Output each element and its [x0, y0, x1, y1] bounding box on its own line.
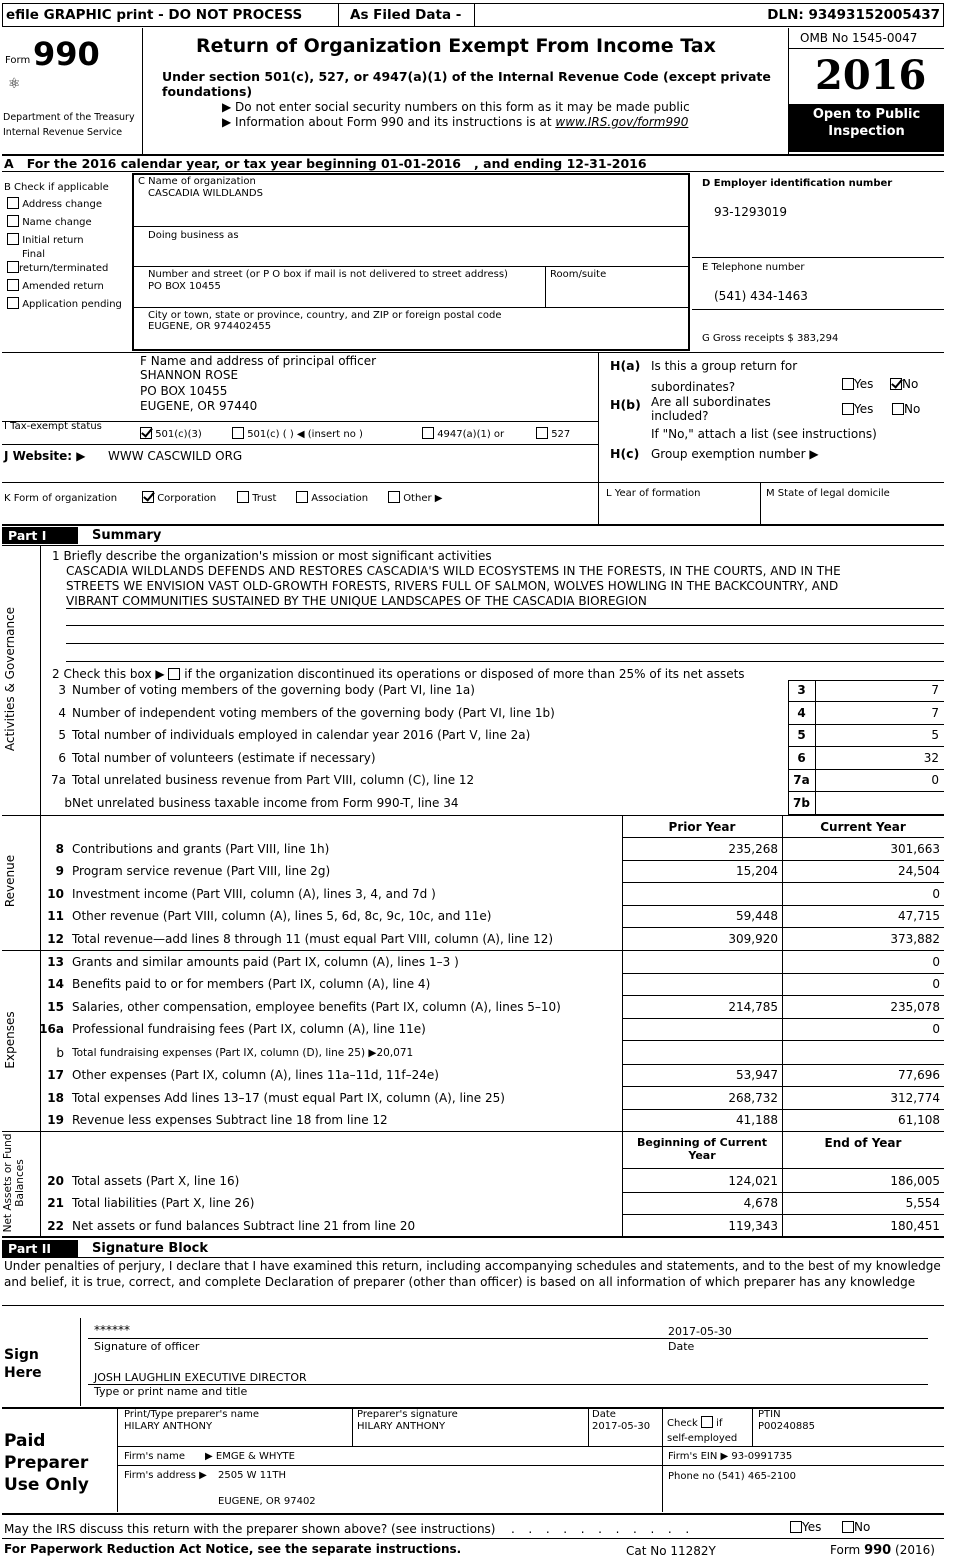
- open-public-badge: Open to Public Inspection: [789, 104, 944, 152]
- net-line-text: Total liabilities (Part X, line 26): [72, 1196, 255, 1210]
- expense-line-number: 15: [47, 1000, 64, 1014]
- checkbox-icon[interactable]: [296, 491, 308, 503]
- principal-officer-addr2: EUGENE, OR 97440: [140, 399, 258, 413]
- discuss-no[interactable]: No: [842, 1520, 870, 1534]
- row-rule: [622, 1109, 944, 1110]
- current-year-header: Current Year: [820, 820, 906, 834]
- checkmark-icon[interactable]: [142, 491, 154, 503]
- principal-officer-label: F Name and address of principal officer: [140, 354, 377, 368]
- gov-line-number: 3: [58, 683, 66, 697]
- signature-of-officer-label: Signature of officer: [94, 1340, 200, 1353]
- checkmark-icon[interactable]: [890, 378, 902, 390]
- net-line-current: 5,554: [905, 1196, 940, 1210]
- dln-number: DLN: 93493152005437: [767, 7, 940, 23]
- expense-line-prior: 214,785: [728, 1000, 778, 1014]
- expense-line-prior: 53,947: [736, 1068, 778, 1082]
- expense-line-number: 17: [47, 1068, 64, 1082]
- gov-line-text: Number of independent voting members of the governing body (Part VI, line 1b): [72, 706, 555, 720]
- revenue-line-current: 24,504: [898, 864, 940, 878]
- expense-line-number: 19: [47, 1113, 64, 1127]
- hc-text: Group exemption number ▶: [651, 447, 819, 461]
- expense-line-current: 0: [932, 1022, 940, 1036]
- checkbox-icon[interactable]: [7, 279, 19, 291]
- gov-line-value: 5: [931, 728, 939, 742]
- preparer-date: 2017-05-30: [592, 1421, 651, 1432]
- end-year-header: End of Year: [824, 1136, 902, 1150]
- expense-line-text: Grants and similar amounts paid (Part IX, column (A), lines 1–3 ): [72, 955, 459, 969]
- street-label: Number and street (or P O box if mail is not delivered to street address): [148, 269, 508, 280]
- revenue-line-current: 47,715: [898, 909, 940, 923]
- ein-value: 93-1293019: [714, 205, 788, 219]
- discuss-yes[interactable]: Yes: [790, 1520, 821, 1534]
- row-rule: [788, 701, 944, 702]
- row-rule: [622, 973, 944, 974]
- ein-label: D Employer identification number: [702, 178, 893, 189]
- row-rule: [788, 724, 944, 725]
- gov-line-number: b: [64, 796, 72, 810]
- revenue-line-prior: 309,920: [728, 932, 778, 946]
- row-rule: [622, 1040, 944, 1041]
- ssn-notice: ▶ Do not enter social security numbers on this form as it may be made public: [222, 100, 690, 114]
- checkmark-icon[interactable]: [140, 427, 152, 439]
- prior-year-header: Prior Year: [668, 820, 736, 834]
- irs-discuss-question: May the IRS discuss this return with the preparer shown above? (see instructions) . . . . . . . . . . .: [4, 1522, 692, 1536]
- org-name: CASCADIA WILDLANDS: [148, 188, 263, 199]
- preparer-name-label: Print/Type preparer's name: [124, 1409, 260, 1420]
- paperwork-notice: For Paperwork Reduction Act Notice, see the separate instructions.: [4, 1542, 462, 1556]
- line2: 2 Check this box ▶ if the organization discontinued its operations or disposed of more than 25% of its net assets: [52, 667, 745, 681]
- omb-number: OMB No 1545-0047: [800, 31, 918, 45]
- efile-label: efile GRAPHIC print - DO NOT PROCESS: [6, 7, 303, 23]
- row-rule: [622, 995, 944, 996]
- expense-line-current: 312,774: [890, 1091, 940, 1105]
- row-rule: [788, 791, 944, 792]
- revenue-line-text: Total revenue—add lines 8 through 11 (must equal Part VIII, column (A), line 12): [72, 932, 554, 946]
- revenue-line-prior: 15,204: [736, 864, 778, 878]
- revenue-line-current: 0: [932, 887, 940, 901]
- checkbox-icon[interactable]: [892, 403, 904, 415]
- line1-label: 1 Briefly describe the organization's mission or most significant activities: [52, 549, 492, 563]
- part1-title: Summary: [92, 528, 162, 543]
- expense-line-text: Salaries, other compensation, employee benefits (Part IX, column (A), lines 5–10): [72, 1000, 561, 1014]
- gov-line-number: 6: [58, 751, 66, 765]
- check-final-return[interactable]: return/terminated: [7, 261, 108, 274]
- net-line-prior: 119,343: [728, 1219, 778, 1233]
- principal-officer-addr1: PO BOX 10455: [140, 384, 228, 398]
- row-rule: [622, 1064, 944, 1065]
- side-label-governance: Activities & Governance: [3, 606, 17, 752]
- checkbox-icon[interactable]: [7, 233, 19, 245]
- expense-line-text: Total expenses Add lines 13–17 (must equal Part IX, column (A), line 25): [72, 1091, 505, 1105]
- revenue-line-prior: 235,268: [728, 842, 778, 856]
- net-line-prior: 124,021: [728, 1174, 778, 1188]
- expense-line-current: 235,078: [890, 1000, 940, 1014]
- part2-tag: Part II: [2, 1240, 78, 1257]
- catalog-number: Cat No 11282Y: [626, 1544, 716, 1558]
- net-line-prior: 4,678: [743, 1196, 778, 1210]
- city-label: City or town, state or province, country, and ZIP or foreign postal code: [148, 310, 502, 321]
- self-employed-label: self-employed: [667, 1433, 738, 1444]
- checkbox-icon[interactable]: [237, 491, 249, 503]
- gov-line-number: 5: [58, 728, 66, 742]
- expense-line-current: 61,108: [898, 1113, 940, 1127]
- hb-no[interactable]: No: [892, 402, 920, 416]
- net-line-current: 186,005: [890, 1174, 940, 1188]
- expense-line-number: 13: [47, 955, 64, 969]
- revenue-line-number: 9: [55, 864, 64, 878]
- preparer-signature-label: Preparer's signature: [357, 1409, 458, 1420]
- gov-line-text: Number of voting members of the governing body (Part VI, line 1a): [72, 683, 475, 697]
- ptin-label: PTIN: [758, 1409, 781, 1420]
- row-rule: [622, 1214, 944, 1215]
- hb-text2: included?: [651, 409, 709, 423]
- street-value: PO BOX 10455: [148, 281, 221, 292]
- hb-note: If "No," attach a list (see instructions): [651, 427, 877, 441]
- preparer-signature: HILARY ANTHONY: [357, 1421, 446, 1432]
- website-label: J Website: ▶: [4, 449, 86, 463]
- ha-text2: subordinates?: [651, 380, 736, 394]
- expense-line-text: Total fundraising expenses (Part IX, column (D), line 25) ▶20,071: [72, 1047, 414, 1059]
- irs-link[interactable]: www.IRS.gov/form990: [555, 115, 689, 129]
- phone-value: (541) 434-1463: [714, 289, 808, 303]
- checkbox-icon[interactable]: [7, 215, 19, 227]
- revenue-line-text: Contributions and grants (Part VIII, line 1h): [72, 842, 330, 856]
- side-label-expenses: Expenses: [3, 1011, 17, 1069]
- expense-line-number: b: [56, 1046, 64, 1060]
- ptin-value: P00240885: [758, 1421, 815, 1432]
- ha-code: H(a): [610, 358, 641, 373]
- revenue-line-number: 8: [55, 842, 64, 856]
- checkbox-icon[interactable]: [7, 297, 19, 309]
- check-name-change[interactable]: Name change: [7, 215, 92, 228]
- firm-name-label: Firm's name: [124, 1451, 185, 1462]
- gov-line-value: 0: [931, 773, 939, 787]
- gov-line-text: Net unrelated business taxable income from Form 990-T, line 34: [72, 796, 459, 810]
- org-corporation[interactable]: Corporation: [142, 491, 216, 504]
- checkbox-icon[interactable]: [232, 427, 244, 439]
- gov-line-value: 7: [931, 683, 939, 697]
- hc-code: H(c): [610, 446, 640, 461]
- gov-line-number: 7a: [51, 773, 66, 787]
- expense-line-number: 16a: [39, 1022, 64, 1036]
- gov-line-text: Total number of volunteers (estimate if necessary): [72, 751, 376, 765]
- row-rule: [622, 1086, 944, 1087]
- revenue-line-current: 373,882: [890, 932, 940, 946]
- revenue-line-prior: 59,448: [736, 909, 778, 923]
- row-rule: [622, 905, 944, 906]
- row-rule: [788, 746, 944, 747]
- perjury-statement: Under penalties of perjury, I declare that I have examined this return, including accompanying schedules and statements, and to the best of my knowledge and belief, it is true, correct, and complete Declaration of preparer (other than officer) is based on all information of which preparer has any knowledge: [4, 1259, 941, 1289]
- gov-line-code: 3: [797, 683, 806, 697]
- leader-dots: . . . . . . . . . . .: [499, 1522, 692, 1536]
- expense-line-text: Professional fundraising fees (Part IX, column (A), line 11e): [72, 1022, 426, 1036]
- checkbox-icon[interactable]: [388, 491, 400, 503]
- org-name-label: C Name of organization: [138, 176, 256, 187]
- room-label: Room/suite: [550, 269, 607, 280]
- hb-yes[interactable]: Yes: [842, 402, 873, 416]
- expense-line-current: 77,696: [898, 1068, 940, 1082]
- checkbox-icon[interactable]: [701, 1416, 713, 1428]
- preparer-name: HILARY ANTHONY: [124, 1421, 213, 1432]
- checkbox-icon[interactable]: [842, 1521, 854, 1533]
- gov-line-code: 5: [797, 728, 806, 742]
- preparer-date-label: Date: [592, 1409, 616, 1420]
- side-label-revenue: Revenue: [3, 854, 17, 908]
- mission-line2: STREETS WE ENVISION VAST OLD-GROWTH FORESTS, RIVERS FULL OF SALMON, WOLVES HOWLING IN THE BACKCOUNTRY, AND: [66, 579, 839, 593]
- expense-line-prior: 268,732: [728, 1091, 778, 1105]
- row-rule: [622, 1018, 944, 1019]
- org-trust[interactable]: Trust: [237, 491, 276, 504]
- checkbox-icon[interactable]: [842, 378, 854, 390]
- ha-text1: Is this a group return for: [651, 359, 798, 373]
- hb-text1: Are all subordinates: [651, 395, 771, 409]
- city-value: EUGENE, OR 974402455: [148, 321, 272, 332]
- principal-officer-name: SHANNON ROSE: [140, 368, 239, 382]
- department-label: Department of the Treasury Internal Revenue Service: [3, 112, 135, 138]
- part1-tag: Part I: [2, 527, 78, 544]
- ha-yes[interactable]: Yes: [842, 377, 873, 391]
- gov-line-text: Total number of individuals employed in calendar year 2016 (Part V, line 2a): [72, 728, 531, 742]
- gov-line-code: 7a: [793, 773, 810, 787]
- side-label-net-assets: Net Assets or Fund Balances: [2, 1133, 26, 1233]
- form-word: Form: [5, 55, 31, 66]
- dba-label: Doing business as: [148, 230, 239, 241]
- gov-line-number: 4: [58, 706, 66, 720]
- checkbox-icon[interactable]: [422, 427, 434, 439]
- row-rule: [622, 860, 944, 861]
- row-rule: [622, 882, 944, 883]
- org-association[interactable]: Association: [296, 491, 368, 504]
- status-501c[interactable]: 501(c) ( ) ◀ (insert no ): [232, 427, 363, 440]
- revenue-line-number: 10: [47, 887, 64, 901]
- status-4947[interactable]: 4947(a)(1) or: [422, 427, 504, 440]
- row-rule: [622, 1192, 944, 1193]
- status-501c3[interactable]: 501(c)(3): [140, 427, 202, 440]
- revenue-line-text: Other revenue (Part VIII, column (A), lines 5, 6d, 8c, 9c, 10c, and 11e): [72, 909, 492, 923]
- net-line-number: 21: [47, 1196, 64, 1210]
- officer-signature: ******: [94, 1323, 130, 1337]
- net-line-number: 20: [47, 1174, 64, 1188]
- gov-line-code: 6: [797, 751, 806, 765]
- check-final-word: Final: [22, 249, 46, 260]
- org-other[interactable]: Other ▶: [388, 491, 442, 504]
- gov-line-code: 7b: [793, 796, 810, 810]
- net-line-text: Total assets (Part X, line 16): [72, 1174, 240, 1188]
- checkbox-icon[interactable]: [7, 197, 19, 209]
- gov-line-code: 4: [797, 706, 806, 720]
- row-rule: [788, 769, 944, 770]
- net-line-current: 180,451: [890, 1219, 940, 1233]
- revenue-line-text: Investment income (Part VIII, column (A), lines 3, 4, and 7d ): [72, 887, 436, 901]
- expense-line-text: Revenue less expenses Subtract line 18 from line 12: [72, 1113, 388, 1127]
- check-initial-return[interactable]: Initial return: [7, 233, 84, 246]
- expense-line-text: Benefits paid to or for members (Part IX, column (A), line 4): [72, 977, 431, 991]
- form-title: Return of Organization Exempt From Income Tax: [196, 35, 716, 57]
- firm-name: ▶ EMGE & WHYTE: [205, 1451, 295, 1462]
- firm-ein: Firm's EIN ▶ 93-0991735: [668, 1451, 793, 1462]
- part2-title: Signature Block: [92, 1241, 209, 1256]
- form-of-org-label: K Form of organization: [4, 493, 118, 504]
- expense-line-current: 0: [932, 977, 940, 991]
- check-address-change[interactable]: Address change: [7, 197, 102, 210]
- expense-line-number: 14: [47, 977, 64, 991]
- sign-date: 2017-05-30: [668, 1325, 732, 1338]
- expense-line-current: 0: [932, 955, 940, 969]
- hb-code: H(b): [610, 397, 641, 412]
- mission-line1: CASCADIA WILDLANDS DEFENDS AND RESTORES CASCADIA'S WILD ECOSYSTEMS IN THE FORESTS, IN THE COURTS, AND IN THE: [66, 564, 841, 578]
- form-subtitle: Under section 501(c), 527, or 4947(a)(1) of the Internal Revenue Code (except private foundations): [162, 69, 771, 99]
- expense-line-number: 18: [47, 1091, 64, 1105]
- revenue-line-number: 12: [47, 932, 64, 946]
- form-number: 990: [33, 35, 100, 73]
- check-amended-return[interactable]: Amended return: [7, 279, 104, 292]
- ha-no[interactable]: No: [890, 377, 918, 391]
- firm-address-label: Firm's address ▶: [124, 1470, 207, 1481]
- state-domicile-label: M State of legal domicile: [766, 488, 890, 499]
- firm-phone: Phone no (541) 465-2100: [668, 1471, 797, 1482]
- sign-date-label: Date: [668, 1340, 695, 1353]
- row-rule: [622, 927, 944, 928]
- revenue-line-text: Program service revenue (Part VIII, line 2g): [72, 864, 331, 878]
- gov-line-text: Total unrelated business revenue from Part VIII, column (C), line 12: [72, 773, 475, 787]
- as-filed-label: As Filed Data -: [350, 7, 462, 23]
- tax-exempt-label: I Tax-exempt status: [4, 421, 102, 432]
- year-of-formation-label: L Year of formation: [606, 488, 701, 499]
- checkbox-icon[interactable]: [536, 427, 548, 439]
- irs-eagle-icon: ⚛: [8, 76, 21, 92]
- revenue-line-number: 11: [47, 909, 64, 923]
- net-line-text: Net assets or fund balances Subtract line 21 from line 20: [72, 1219, 416, 1233]
- firm-address-line2: EUGENE, OR 97402: [218, 1496, 316, 1507]
- beginning-year-header: Beginning of Current Year: [637, 1136, 767, 1162]
- checkbox-icon[interactable]: [842, 403, 854, 415]
- check-application-pending[interactable]: Application pending: [7, 297, 122, 310]
- footer-form-id: Form 990 (2016): [830, 1543, 935, 1558]
- checkbox-icon[interactable]: [790, 1521, 802, 1533]
- status-527[interactable]: 527: [536, 427, 570, 440]
- checkbox-icon[interactable]: [168, 668, 180, 680]
- expense-line-prior: 41,188: [736, 1113, 778, 1127]
- info-notice: ▶ Information about Form 990 and its instructions is at www.IRS.gov/form990: [222, 115, 689, 129]
- officer-name-title: JOSH LAUGHLIN EXECUTIVE DIRECTOR: [94, 1371, 307, 1384]
- sign-here-label: Sign Here: [4, 1347, 42, 1381]
- firm-address-line1: 2505 W 11TH: [218, 1470, 287, 1481]
- gov-line-value: 32: [923, 751, 939, 765]
- revenue-line-current: 301,663: [890, 842, 940, 856]
- checkbox-icon[interactable]: [7, 261, 19, 273]
- mission-line3: VIBRANT COMMUNITIES SUSTAINED BY THE UNIQUE LANDSCAPES OF THE CASCADIA BIOREGION: [66, 594, 647, 608]
- expense-line-text: Other expenses (Part IX, column (A), lines 11a–11d, 11f–24e): [72, 1068, 439, 1082]
- net-line-number: 22: [47, 1219, 64, 1233]
- line-a-tax-year: A For the 2016 calendar year, or tax year beginning 01-01-2016 , and ending 12-31-2016: [4, 156, 647, 171]
- gross-receipts: G Gross receipts $ 383,294: [702, 333, 839, 344]
- officer-name-label: Type or print name and title: [94, 1385, 248, 1398]
- phone-label: E Telephone number: [702, 262, 805, 273]
- paid-preparer-label: Paid Preparer Use Only: [4, 1431, 89, 1495]
- tax-year: 2016: [815, 52, 927, 99]
- self-employed-check[interactable]: Check if: [667, 1418, 723, 1429]
- gov-line-value: 7: [931, 706, 939, 720]
- section-b-heading: B Check if applicable: [4, 182, 109, 193]
- website-value[interactable]: WWW CASCWILD ORG: [108, 449, 243, 463]
